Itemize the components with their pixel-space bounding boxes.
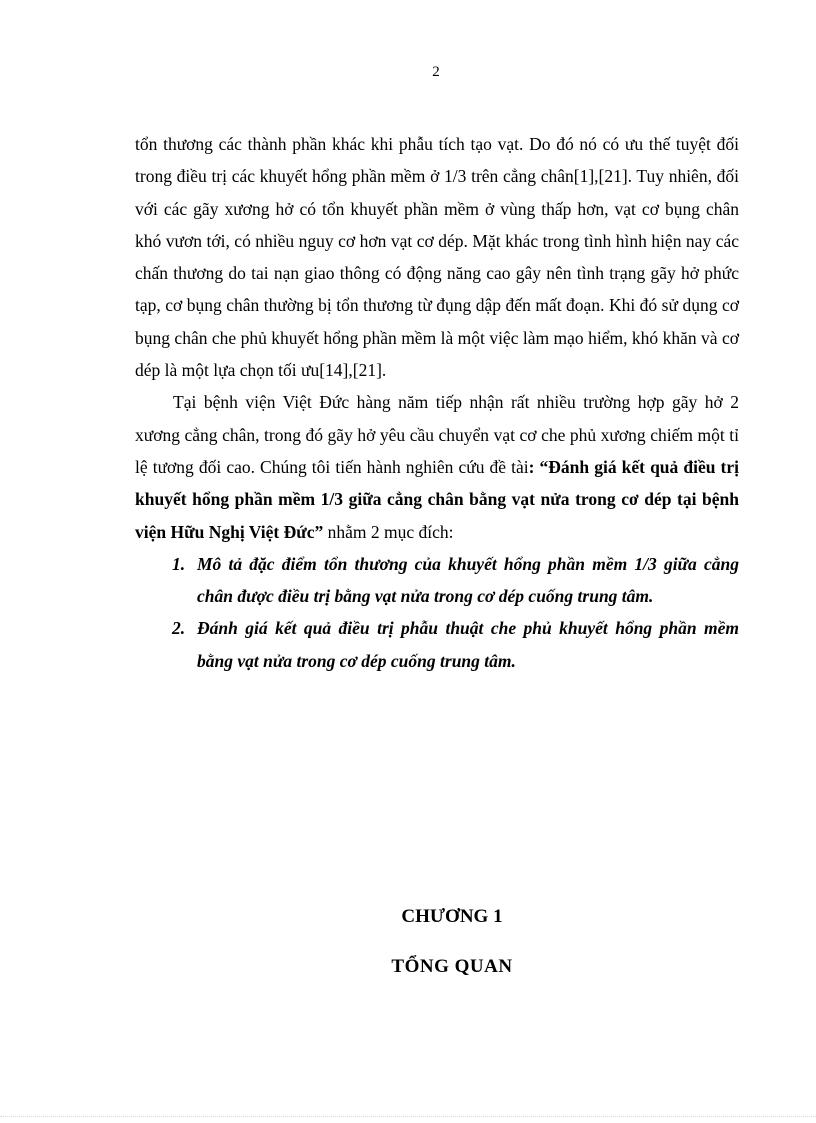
objective-item [172,612,739,677]
objective-text: Đánh giá kết quả điều trị phẫu thuật che phủ khuyết hổng phần mềm bằng vạt nửa trong cơ dép cuống trung tâm. [197,618,739,671]
paragraph-continuation: tổn thương các thành phần khác khi phẫu tích tạo vạt. Do đó nó có ưu thế tuyệt đối trong điều trị các khuyết hổng phần mềm ở 1/3 trên cẳng chân[1],[21]. Tuy nhiên, đối với các gãy xương hở có tổn khuyết phần mềm ở vùng thấp hơn, vạt cơ bụng chân khó vươn tới, có nhiều nguy cơ hơn vạt cơ dép. Mặt khác trong tình hình hiện nay các chấn thương do tai nạn giao thông có động năng cao gây nên tình trạng gãy hở phức tạp, cơ bụng chân thường bị tổn thương từ đụng dập đến mất đoạn. Khi đó sử dụng cơ bụng chân che phủ khuyết hổng phần mềm là một việc làm mạo hiểm, khó khăn và cơ dép là một lựa chọn tối ưu[14],[21]. [135,134,739,381]
study-title: : “Đánh giá kết quả điều trị khuyết hổng phần mềm 1/3 giữa cẳng chân bằng vạt nửa trong cơ dép tại bệnh viện Hữu Nghị Việt Đức” [135,456,739,542]
study-intro-text: Tại bệnh viện Việt Đức hàng năm tiếp nhận rất nhiều trường hợp gãy hở 2 xương cẳng chân, trong đó gãy hở yêu cầu chuyển vạt cơ che phủ xương chiếm một tỉ lệ tương đối cao. Chúng tôi tiến hành nghiên cứu đề tài [135,392,739,477]
objective-number: 1. [172,553,186,574]
objective-number: 2. [172,618,186,639]
objective-item [172,548,739,613]
page-number: 2 [432,64,440,80]
chapter-title: TỔNG QUAN [391,956,513,977]
objectives-list [135,548,739,677]
chapter-number: CHƯƠNG 1 [401,906,503,927]
study-intro-tail: nhằm 2 mục đích: [323,521,454,542]
objective-text: Mô tả đặc điểm tổn thương của khuyết hổng phần mềm 1/3 giữa cẳng chân được điều trị bằng vạt nửa trong cơ dép cuống trung tâm. [197,553,739,607]
paragraph-study-intro [135,386,739,547]
body-text [135,128,739,677]
page-bottom-divider [0,1116,816,1117]
